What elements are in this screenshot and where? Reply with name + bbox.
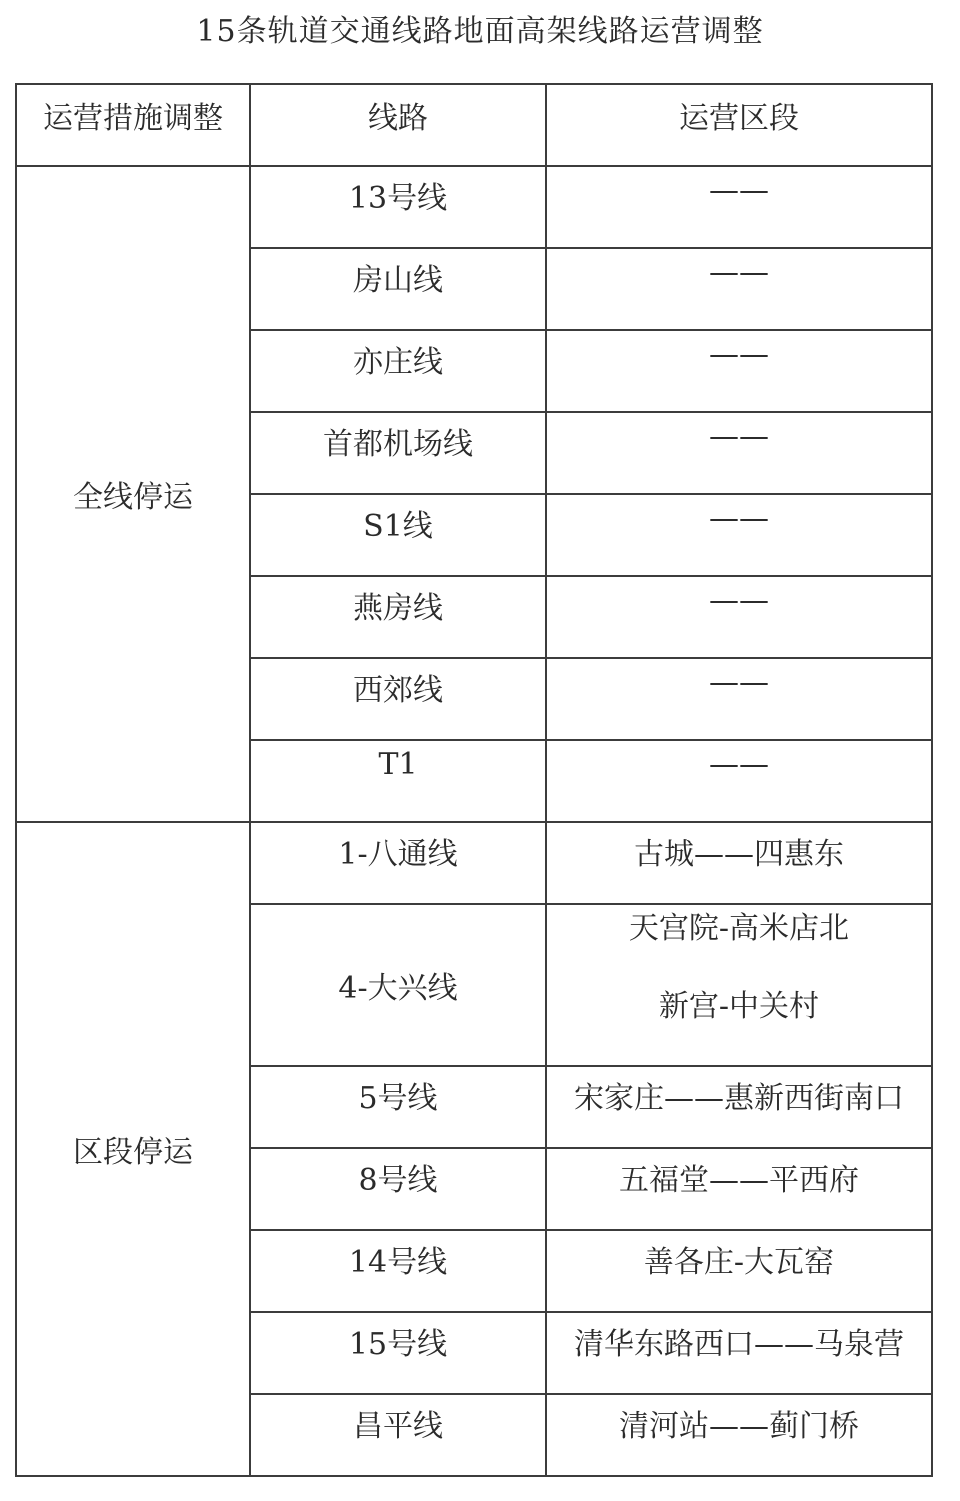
segment-cell: 古城——四惠东 [546, 822, 932, 904]
segment-line: 天宫院-高米店北 [628, 911, 850, 946]
header-line: 线路 [250, 84, 546, 166]
page-title: 15条轨道交通线路地面高架线路运营调整 [196, 14, 764, 49]
segment-cell: —— [546, 248, 932, 330]
line-cell: 4-大兴线 [250, 904, 546, 1066]
group-measure-section-stop: 区段停运 [16, 822, 250, 1476]
segment-cell: —— [546, 740, 932, 822]
line-cell: S1线 [250, 494, 546, 576]
segment-cell: —— [546, 576, 932, 658]
segment-cell: 宋家庄——惠新西街南口 [546, 1066, 932, 1148]
segment-line: 新宫-中关村 [658, 989, 820, 1024]
line-cell: 昌平线 [250, 1394, 546, 1476]
line-cell: 燕房线 [250, 576, 546, 658]
line-cell: 亦庄线 [250, 330, 546, 412]
segment-cell: 善各庄-大瓦窑 [546, 1230, 932, 1312]
line-cell: 13号线 [250, 166, 546, 248]
segment-cell: —— [546, 658, 932, 740]
line-cell: 5号线 [250, 1066, 546, 1148]
operations-table [15, 83, 933, 1477]
segment-cell: —— [546, 412, 932, 494]
header-segment: 运营区段 [546, 84, 932, 166]
line-cell: 房山线 [250, 248, 546, 330]
line-cell: 15号线 [250, 1312, 546, 1394]
table-row [16, 822, 932, 904]
line-cell: 14号线 [250, 1230, 546, 1312]
table-row [16, 166, 932, 248]
line-cell: T1 [250, 740, 546, 822]
segment-cell: —— [546, 330, 932, 412]
segment-cell: —— [546, 166, 932, 248]
segment-cell: —— [546, 494, 932, 576]
line-cell: 首都机场线 [250, 412, 546, 494]
line-cell: 1-八通线 [250, 822, 546, 904]
table-header-row [16, 84, 932, 166]
line-cell: 西郊线 [250, 658, 546, 740]
segment-cell: 清华东路西口——马泉营 [546, 1312, 932, 1394]
group-measure-full-stop: 全线停运 [16, 166, 250, 822]
segment-cell [546, 904, 932, 1066]
header-measure: 运营措施调整 [16, 84, 250, 166]
segment-cell: 五福堂——平西府 [546, 1148, 932, 1230]
line-cell: 8号线 [250, 1148, 546, 1230]
segment-cell: 清河站——蓟门桥 [546, 1394, 932, 1476]
